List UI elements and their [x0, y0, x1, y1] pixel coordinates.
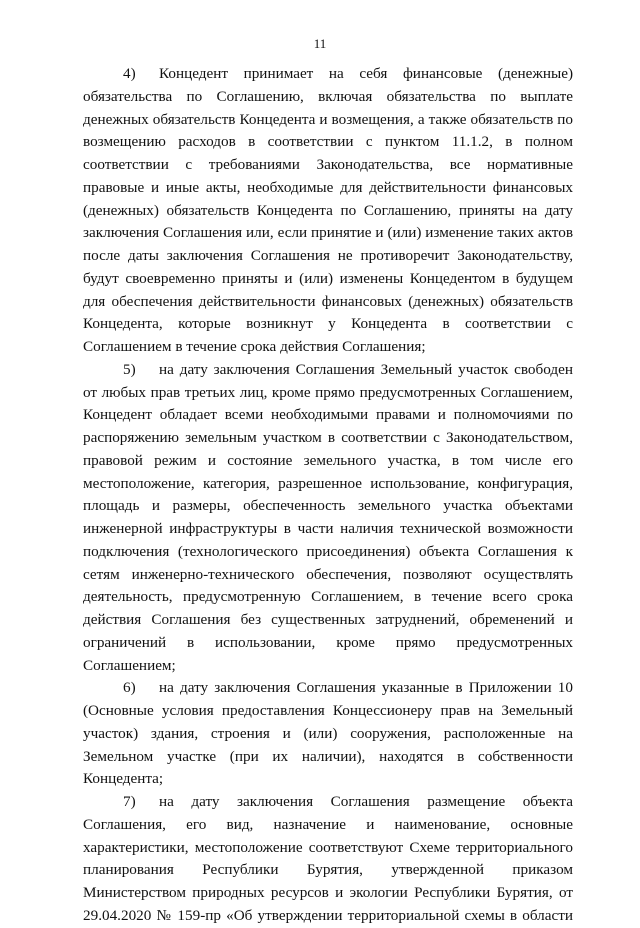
paragraph-item-5: [83, 359, 573, 678]
text-line: обязательства по Соглашению, включая обязательства по выплате: [83, 87, 573, 105]
paragraph-text: Концедент принимает на себя финансовые (денежные): [159, 65, 573, 82]
text-line: от любых прав третьих лиц, кроме прямо предусмотренных Соглашением,: [83, 383, 573, 401]
text-line: возмещению расходов в соответствии с пунктом 11.1.2, в полном: [83, 133, 573, 151]
text-line: деятельность, предусмотренную Соглашением, в течение всего срока: [83, 588, 573, 606]
text-line: [83, 63, 573, 86]
text-line: площадь и размеры, обеспеченность земельного участка объектами: [83, 497, 573, 515]
text-line: ограничений в использовании, кроме прямо предусмотренных: [83, 633, 573, 651]
text-line: [83, 359, 573, 382]
text-line: после даты заключения Соглашения не противоречит Законодательству,: [83, 247, 573, 264]
text-line: [83, 791, 573, 814]
text-line: участок) здания, строения и (или) сооружения, расположенные на: [83, 724, 573, 742]
text-line: для обеспечения действительности финансовых (денежных) обязательств: [83, 292, 573, 310]
text-line: (Основные условия предоставления Концессионеру прав на Земельный: [83, 702, 573, 719]
text-line: Концедента, которые возникнут у Концедента в соответствии с: [83, 315, 573, 333]
text-line: правовые и иные акты, необходимые для действительности финансовых: [83, 178, 573, 196]
text-line: будут своевременно приняты и (или) изменены Концедентом в будущем: [83, 269, 573, 287]
paragraph-item-6: [83, 677, 573, 791]
document-body: [83, 63, 573, 928]
page-number: 11: [313, 36, 327, 51]
paragraph-number: 5): [123, 360, 136, 378]
text-line: инженерной инфраструктуры в части наличия технической возможности: [83, 520, 573, 537]
text-line: (денежных) обязательств Концедента по Соглашению, приняты на дату: [83, 201, 573, 219]
paragraph-item-4: [83, 63, 573, 359]
text-line: местоположение, категория, разрешенное использование, конфигурация,: [83, 474, 573, 492]
paragraph-text: на дату заключения Соглашения Земельный участок свободен: [159, 360, 573, 378]
paragraph-number: 6): [123, 679, 136, 697]
paragraph-text: на дату заключения Соглашения указанные в Приложении 10: [159, 679, 573, 697]
paragraph-number: 4): [123, 65, 136, 82]
text-line: Соглашения, его вид, назначение и наименование, основные: [83, 815, 573, 833]
text-line: денежных обязательств Концедента и возмещения, а также обязательств по: [83, 110, 573, 128]
text-line: распоряжению земельным участком в соответствии с Законодательством,: [83, 429, 573, 446]
text-line: Министерством природных ресурсов и экологии Республики Бурятия, от: [83, 884, 573, 901]
text-line: Соглашением;: [83, 656, 176, 674]
text-line: Соглашением в течение срока действия Соглашения;: [83, 338, 426, 355]
text-line: правовой режим и состояние земельного участка, в том числе его: [83, 451, 573, 469]
text-line: Концедент обладает всеми необходимыми правами и полномочиями по: [83, 406, 573, 424]
text-line: Земельном участке (при их наличии), находятся в собственности: [83, 747, 573, 765]
text-line: [83, 677, 573, 700]
text-line: Концедента;: [83, 770, 164, 788]
text-line: заключения Соглашения или, если принятие и (или) изменение таких актов: [83, 224, 573, 242]
paragraph-number: 7): [123, 793, 136, 810]
text-line: характеристики, местоположение соответствуют Схеме территориального: [83, 838, 573, 856]
paragraph-item-7: [83, 791, 573, 928]
text-line: действия Соглашения без существенных затруднений, обременений и: [83, 611, 573, 628]
paragraph-text: на дату заключения Соглашения размещение объекта: [159, 793, 573, 810]
text-line: подключения (технологического присоединения) объекта Соглашения к: [83, 542, 573, 560]
text-line: сетям инженерно-технического обеспечения, позволяют осуществлять: [83, 565, 573, 583]
text-line: 29.04.2020 № 159-пр «Об утверждении территориальной схемы в области: [83, 906, 573, 924]
text-line: планирования Республики Бурятия, утвержденной приказом: [83, 861, 573, 879]
text-line: соответствии с требованиями Законодательства, все нормативные: [83, 156, 573, 173]
